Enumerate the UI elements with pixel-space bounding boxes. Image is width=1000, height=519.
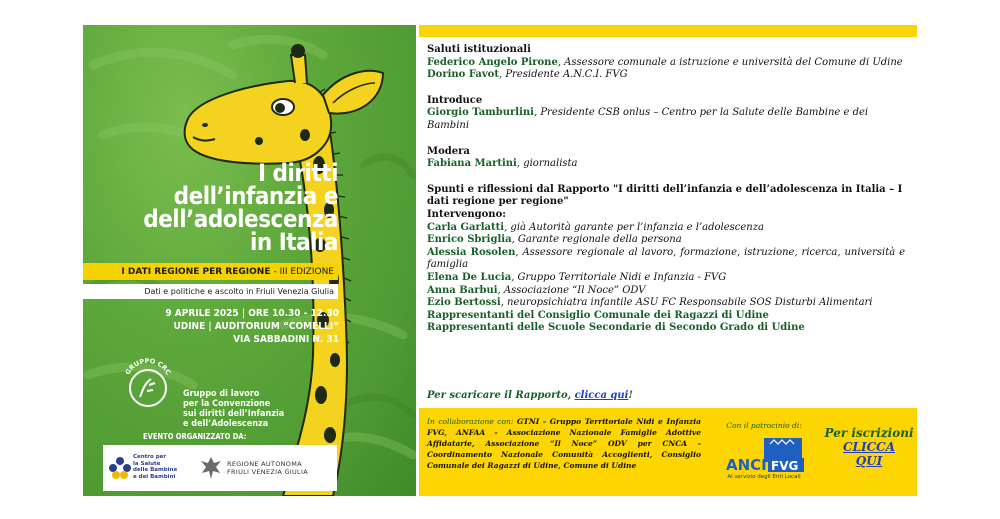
speaker-row — [427, 234, 905, 247]
saluti-heading: Saluti istituzionali — [427, 44, 531, 55]
poster-title-line-1: I diritti — [258, 159, 338, 187]
crc-badge-text: GRUPPO CRC — [123, 356, 173, 377]
introduce-heading: Introduce — [427, 94, 483, 106]
fvg-word: FVG — [771, 459, 799, 473]
speaker-role: , Assessore regionale al lavoro, formazione, istruzione, ricerca, università e famiglia — [427, 246, 906, 271]
registration-link[interactable] — [823, 440, 915, 468]
poster-date-time: 9 APRILE 2025 | ORE 10.30 - 12.30 — [165, 308, 339, 319]
registration-link-line-1: CLICCA — [842, 440, 895, 454]
download-report — [427, 390, 633, 401]
speaker-name: Rappresentanti del Consiglio Comunale dei Ragazzi di Udine — [427, 309, 769, 321]
speaker-name: Carla Garlatti — [427, 221, 505, 233]
csb-line: e dei Bambini — [133, 473, 176, 480]
fvg-line: REGIONE AUTONOMA — [227, 460, 302, 468]
speaker-name: Federico Angelo Pirone — [427, 56, 558, 68]
top-yellow-bar — [419, 25, 917, 37]
speaker-name: Giorgio Tamburlini — [427, 107, 534, 119]
organizers-logos — [103, 445, 337, 491]
speaker-name: Fabiana Martini — [427, 158, 517, 170]
speaker-row — [427, 322, 905, 335]
csb-line: Centro per — [133, 454, 167, 460]
collab-prefix: In collaborazione con: — [427, 417, 517, 426]
download-report-link[interactable]: clicca qui — [574, 390, 629, 401]
speaker-name: Dorino Favot — [427, 69, 499, 81]
poster-subtitle-band — [83, 263, 338, 280]
crc-description — [183, 389, 303, 429]
gruppo-crc-logo — [119, 355, 177, 413]
fvg-line: FRIULI VENEZIA GIULIA — [227, 468, 308, 476]
event-poster — [83, 25, 416, 496]
registration-link-line-2: QUI — [855, 454, 883, 468]
svg-text:GRUPPO CRC — [124, 357, 173, 376]
poster-edition: - III EDIZIONE — [273, 266, 334, 277]
collaboration-text — [427, 416, 701, 471]
spunti-heading: Spunti e riflessioni dal Rapporto "I diritti dell’infanzia e dell’adolescenza in Italia – I dati regione per regione" — [427, 183, 903, 208]
speaker-name: Anna Barbui — [427, 284, 498, 296]
speaker-role: , giornalista — [516, 158, 578, 170]
speaker-row — [427, 285, 905, 298]
registration-box — [823, 426, 915, 468]
fvg-eagle-icon — [199, 455, 223, 481]
speaker-row — [427, 310, 905, 323]
footer-bar — [419, 408, 917, 496]
speaker-row — [427, 247, 905, 272]
csb-name — [133, 454, 195, 480]
anci-word: ANCI — [726, 456, 767, 474]
speaker-name: Alessia Rosolen — [427, 246, 516, 258]
registration-label: Per iscrizioni — [824, 426, 914, 440]
organized-by-label: EVENTO ORGANIZZATO DA: — [143, 432, 247, 441]
poster-venue: UDINE | AUDITORIUM “COMELLI” — [173, 321, 339, 332]
speaker-role: , Presidente CSB onlus – Centro per la Salute delle Bambine e dei Bambini — [427, 107, 869, 131]
patrocinio-label: Con il patrocinio di: — [726, 421, 802, 430]
speaker-role: , Gruppo Territoriale Nidi e Infanzia - FVG — [511, 271, 727, 283]
modera-heading: Modera — [427, 145, 470, 157]
crc-line: per la Convenzione — [183, 399, 271, 409]
anci-subtitle: Al servizio degli Enti Locali — [727, 474, 801, 480]
speaker-row — [427, 297, 905, 310]
speaker-name: Ezio Bertossi — [427, 297, 501, 309]
speaker-row — [427, 69, 905, 82]
speaker-role: , Presidente A.N.C.I. FVG — [498, 69, 628, 81]
speaker-name: Rappresentanti delle Scuole Secondarie di Secondo Grado di Udine — [427, 322, 805, 334]
speaker-row — [427, 222, 905, 235]
poster-subtitle: I DATI REGIONE PER REGIONE — [121, 266, 271, 277]
crc-line: e dell’Adolescenza — [183, 419, 269, 429]
speaker-row — [427, 272, 905, 285]
event-program — [427, 44, 905, 335]
speaker-name: Enrico Sbriglia — [427, 234, 512, 246]
speaker-row — [427, 158, 905, 171]
poster-address: VIA SABBADINI N. 31 — [233, 334, 339, 345]
poster-title-line-2: dell’infanzia e — [173, 182, 338, 210]
crc-line: sui diritti dell’Infanzia — [183, 409, 285, 419]
intervengono-heading: Intervengono: — [427, 208, 506, 220]
poster-title-line-3: dell’adolescenza — [143, 205, 338, 233]
download-text: Per scaricare il Rapporto, — [427, 390, 575, 401]
speaker-row — [427, 107, 905, 132]
poster-title-line-4: in Italia — [249, 228, 338, 256]
speaker-role: , Garante regionale della persona — [511, 234, 682, 246]
csb-flower-logo — [107, 455, 133, 481]
speaker-role: , Assessore comunale a istruzione e università del Comune di Udine — [557, 56, 903, 68]
poster-tagline: Dati e politiche e ascolto in Friuli Venezia Giulia — [83, 284, 338, 299]
csb-line: la Salute — [133, 460, 161, 467]
speaker-role: , Associazione “Il Noce” ODV — [497, 284, 646, 296]
crc-line: Gruppo di lavoro — [183, 389, 260, 399]
speaker-role: , già Autorità garante per l’infanzia e l’adolescenza — [504, 221, 764, 233]
speaker-role: , neuropsichiatra infantile ASU FC Responsabile SOS Disturbi Alimentari — [500, 297, 873, 309]
csb-line: delle Bambine — [133, 467, 178, 473]
collab-partners: GTNI - Gruppo Territoriale Nidi e Infanzia FVG, ANFAA - Associazione Nazionale Famiglie Adottive Affidatarie, Associazione “Il Noce” ODV per CNCA - Coordinamento Nazionale Comunità Accoglienti, Consiglio Comunale dei Ragazzi di Udine, Comune di Udine — [427, 417, 701, 470]
download-tail: ! — [628, 390, 633, 401]
fvg-name — [227, 460, 335, 476]
speaker-name: Elena De Lucia — [427, 271, 512, 283]
speaker-row — [427, 57, 905, 70]
